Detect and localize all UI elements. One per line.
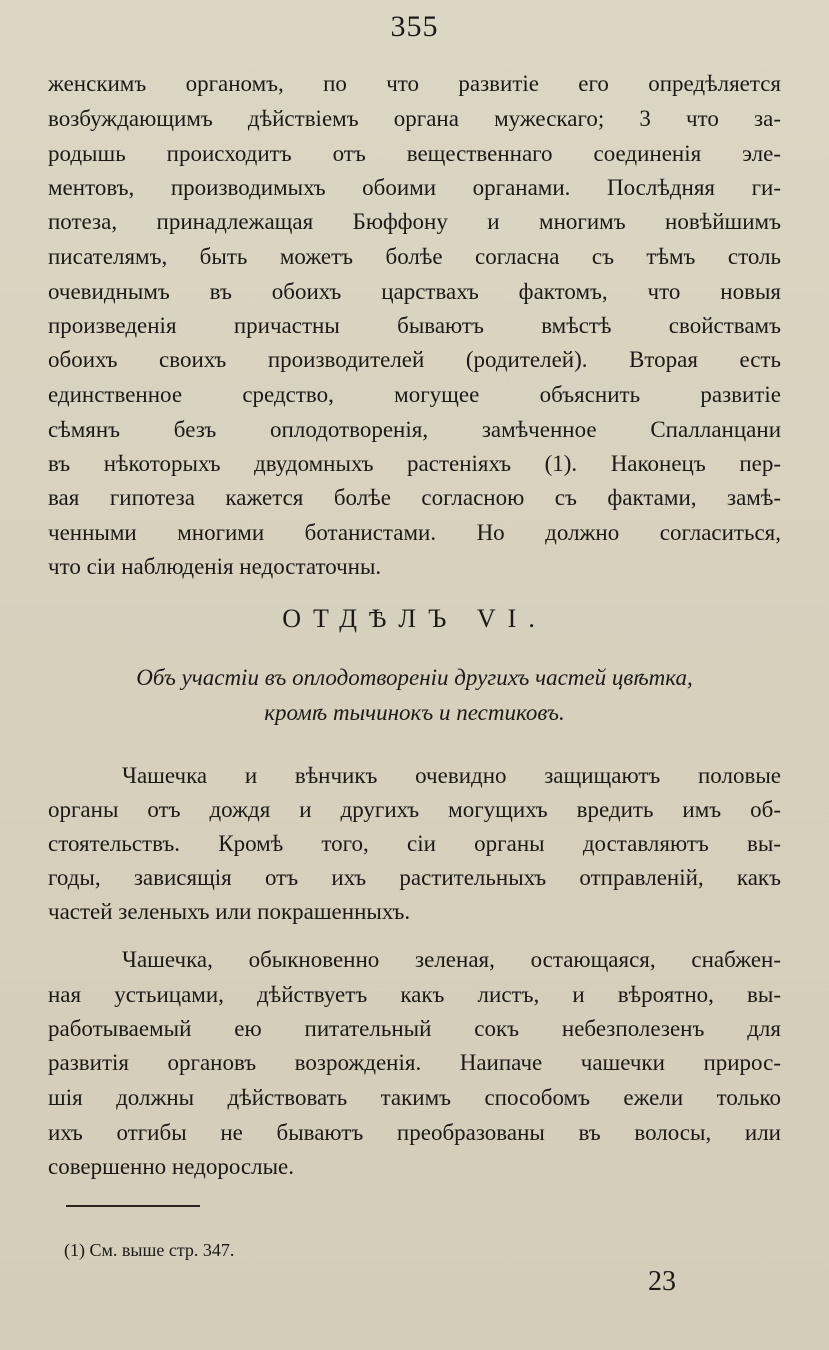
text-line: шія должны дѣйствовать такимъ способомъ ежели только — [48, 1085, 781, 1110]
text-line: совершенно недорослые. — [48, 1154, 295, 1179]
text-line: потеза, принадлежащая Бюффону и многимъ новѣйшимъ — [48, 209, 781, 234]
text-line: стоятельствъ. Кромѣ того, сіи органы доставляютъ вы- — [48, 831, 781, 856]
text-line: писателямъ, быть можетъ болѣе согласна съ тѣмъ столь — [48, 244, 781, 269]
text-line: родышь происходитъ отъ вещественнаго соединенія эле- — [48, 141, 781, 166]
text-line: вая гипотеза кажется болѣе согласною съ фактами, замѣ- — [48, 485, 781, 510]
section-subtitle-line: Объ участіи въ оплодотвореніи другихъ частей цвѣтка, — [136, 665, 693, 690]
text-line: обоихъ своихъ производителей (родителей). Вторая есть — [48, 347, 781, 372]
text-line: развитія органовъ возрожденія. Наипаче чашечки прирос- — [48, 1050, 781, 1075]
text-line: Чашечка и вѣнчикъ очевидно защищаютъ половые — [122, 763, 781, 788]
footnote: (1) См. выше стр. 347. — [64, 1240, 235, 1260]
text-line: сѣмянъ безъ оплодотворенія, замѣченное Спалланцани — [48, 417, 781, 442]
footnote-divider — [66, 1205, 200, 1207]
page-number: 355 — [390, 10, 439, 43]
text-line: годы, зависящія отъ ихъ растительныхъ отправленій, какъ — [48, 865, 781, 890]
text-line: ихъ отгибы не бываютъ преобразованы въ волосы, или — [48, 1120, 781, 1145]
text-line: единственное средство, могущее объяснить развитіе — [48, 382, 781, 407]
text-line: возбуждающимъ дѣйствіемъ органа мужескаго; 3 что за- — [48, 106, 781, 131]
text-line: ная устьицами, дѣйствуетъ какъ листъ, и вѣроятно, вы- — [48, 982, 781, 1007]
text-line: женскимъ органомъ, по что развитіе его опредѣляется — [48, 71, 781, 96]
text-line: въ нѣкоторыхъ двудомныхъ растеніяхъ (1). Наконецъ пер- — [48, 451, 781, 476]
text-line: ментовъ, производимыхъ обоими органами. Послѣдняя ги- — [48, 175, 781, 200]
text-line: ченными многими ботанистами. Но должно согласиться, — [48, 520, 781, 545]
text-line: произведенія причастны бываютъ вмѣстѣ свойствамъ — [48, 313, 781, 338]
text-line: органы отъ дождя и другихъ могущихъ вредить имъ об- — [48, 797, 781, 822]
text-line: что сіи наблюденія недостаточны. — [48, 554, 382, 579]
text-line: частей зеленыхъ или покрашенныхъ. — [48, 899, 411, 924]
section-heading: ОТДѢЛЪ VI. — [282, 604, 547, 633]
signature-mark: 23 — [648, 1266, 676, 1297]
text-line: работываемый ею питательный сокъ небезполезенъ для — [48, 1016, 781, 1041]
section-subtitle-line: кромѣ тычинокъ и пестиковъ. — [264, 700, 565, 725]
text-line: Чашечка, обыкновенно зеленая, остающаяся, снабжен- — [122, 947, 781, 972]
text-line: очевиднымъ въ обоихъ царствахъ фактомъ, что новыя — [48, 279, 781, 304]
